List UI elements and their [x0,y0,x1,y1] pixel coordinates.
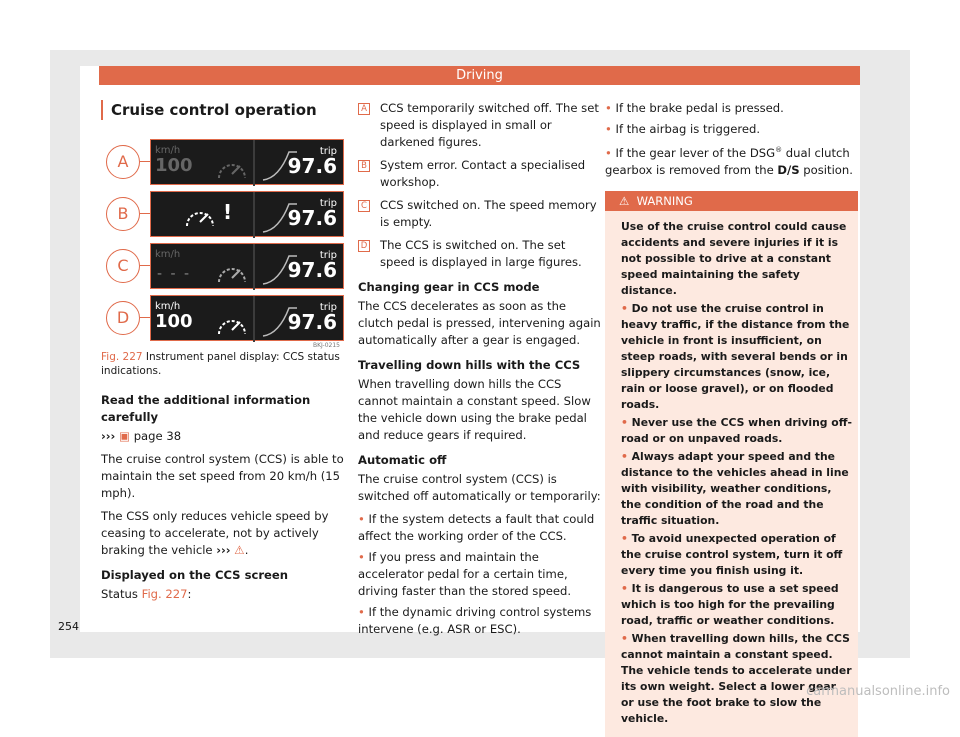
registered-mark: ® [775,146,783,154]
legend-text: The CCS is switched on. The set speed is displayed in large figures. [380,238,582,269]
row-letter-badge: B [106,197,140,231]
read-more-link[interactable] [101,428,344,445]
panel-divider [253,140,255,186]
legend-key: B [358,160,370,172]
kmh-label: km/h [155,145,181,156]
hills-paragraph: When travelling down hills the CCS cannot maintain a constant speed. Slow the vehicle down using the brake pedal and reduce gears if required. [358,377,591,442]
intro-paragraph: The cruise control system (CCS) is able to maintain the set speed from 20 km/h (15 mph). [101,452,344,500]
gear-heading: Changing gear in CCS mode [358,280,540,294]
warning-item-text: It is dangerous to use a set speed which is too high for the prevailing road, traffic or weather conditions. [621,581,839,627]
set-speed: 100 [155,311,193,332]
trip-value: 97.6 [287,154,337,178]
braking-paragraph [101,508,344,559]
braking-text: The CSS only reduces vehicle speed by ceasing to accelerate, not by actively braking the vehicle [101,509,329,557]
legend-item-c [358,197,601,231]
warning-item [621,415,852,447]
speedometer-icon [183,204,217,230]
warning-title: WARNING [636,193,693,208]
warning-triangle-icon: ⚠ [619,193,630,208]
trip-label: trip [319,198,337,209]
connector-line [140,161,150,162]
warning-intro: Use of the cruise control could cause accidents and severe injuries if it is not possible to drive at a constant speed maintaining the safety distance. [621,219,847,297]
list-item-text: If the brake pedal is pressed. [615,101,784,115]
trip-label: trip [319,302,337,313]
trip-label: trip [319,250,337,261]
warning-item-text: Always adapt your speed and the distance to the vehicles ahead in line with visibility, weather conditions, the condition of the road and the traffic situation. [621,449,849,527]
list-item [605,100,858,117]
status-line [101,586,344,603]
warning-item [621,631,852,727]
list-item [605,142,858,179]
middle-column [358,100,601,642]
warning-item-text: Do not use the cruise control in heavy traffic, if the distance from the vehicle in front is insufficient, on steep roads, with several bends or in slippery circumstances (snow, ice, rain or loose gravel), or on flooded roads. [621,301,850,411]
legend-text: System error. Contact a specialised workshop. [380,158,586,189]
legend-key: D [358,240,370,252]
figure-caption-text: Instrument panel display: CCS status indications. [101,351,340,377]
connector-line [140,317,150,318]
bullet-icon: • [621,415,628,429]
speedometer-icon [215,312,249,338]
dashboard-panel [150,295,344,341]
list-item-text: position. [799,162,853,177]
right-column [605,100,858,737]
panel-divider [253,296,255,342]
trip-value: 97.6 [287,310,337,334]
legend-item-d [358,237,601,271]
list-item-text: If you press and maintain the accelerator pedal for a certain time, driving faster than the stored speed. [358,550,572,598]
trip-value: 97.6 [287,206,337,230]
panel-divider [253,192,255,238]
list-item [358,511,601,545]
legend-item-a [358,100,601,151]
status-colon: : [187,587,192,601]
warning-body [605,211,858,737]
warning-triangle-icon[interactable]: ⚠ [234,543,245,557]
bullet-icon: • [621,631,628,645]
legend-key: A [358,103,370,115]
figure-227 [101,132,344,349]
legend-item-b [358,157,601,191]
warning-item-text: To avoid unexpected operation of the cruise control system, turn it off every time you finish using it. [621,531,843,577]
read-more-page: page 38 [133,429,182,443]
kmh-label: km/h [155,301,181,312]
period: . [244,543,249,557]
row-letter-badge: C [106,249,140,283]
gear-position: D/S [777,162,800,177]
warning-item [621,449,852,529]
figure-row-d [101,293,344,343]
kmh-label: km/h [155,249,181,260]
list-item-text: If the airbag is triggered. [615,122,761,136]
legend-text: CCS temporarily switched off. The set speed is displayed in small or darkened figures. [380,101,599,149]
list-item-text: If the dynamic driving control systems intervene (e.g. ASR or ESC). [358,605,592,636]
bullet-icon: • [605,101,612,115]
warning-item [621,581,852,629]
left-column [101,100,344,609]
warning-item-text: When travelling down hills, the CCS cannot maintain a constant speed. The vehicle tends to accelerate under its own weight. Select a lower gear or use the foot brake to slow the vehicle. [621,631,852,725]
empty-speed-memory: - - - [157,266,192,282]
speedometer-icon [215,156,249,182]
figure-row-a [101,137,344,187]
warning-box [605,191,858,737]
arrow-icon: ››› [101,429,116,443]
connector-line [140,213,150,214]
bullet-icon: • [605,122,612,136]
auto-off-heading: Automatic off [358,453,447,467]
bullet-icon: • [605,145,612,160]
trip-value: 97.6 [287,258,337,282]
dashboard-panel [150,243,344,289]
gear-paragraph: The CCS decelerates as soon as the clutch pedal is pressed, intervening again automatically after a gear is engaged. [358,299,601,347]
dashboard-panel [150,191,344,237]
section-title: Cruise control operation [101,100,344,120]
book-icon: ▣ [119,429,130,443]
bullet-icon: • [358,605,365,619]
hills-heading: Travelling down hills with the CCS [358,358,581,372]
screen-heading: Displayed on the CCS screen [101,568,289,582]
figure-caption [101,350,344,378]
bullet-icon: • [621,581,628,595]
set-speed: 100 [155,155,193,176]
row-letter-badge: A [106,145,140,179]
list-item-text: If the gear lever of the DSG [615,145,776,160]
list-item [358,604,601,638]
figure-label: Fig. 227 [101,351,143,363]
warning-item [621,301,852,413]
figure-row-c [101,241,344,291]
chapter-header: Driving [99,66,860,85]
bullet-icon: • [621,531,628,545]
legend-key: C [358,200,370,212]
connector-line [140,265,150,266]
row-letter-badge: D [106,301,140,335]
warning-header [605,191,858,211]
bullet-icon: • [358,550,365,564]
page-number: 254 [58,620,79,633]
legend-text: CCS switched on. The speed memory is empty. [380,198,597,229]
status-prefix: Status [101,587,138,601]
list-item [358,549,601,600]
trip-label: trip [319,146,337,157]
warning-item-text: Never use the CCS when driving off-road or on unpaved roads. [621,415,852,445]
dashboard-panel [150,139,344,185]
system-error-icon: ! [223,200,233,224]
speedometer-icon [215,260,249,286]
bullet-icon: • [621,449,628,463]
bullet-icon: • [358,512,365,526]
panel-divider [253,244,255,290]
read-more-heading: Read the additional information carefully [101,393,311,424]
auto-off-paragraph: The cruise control system (CCS) is switched off automatically or temporarily: [358,472,601,503]
list-item [605,121,858,138]
watermark: carmanualsonline.info [806,684,950,699]
list-item-text: If the system detects a fault that could affect the working order of the CCS. [358,512,595,543]
warning-item [621,531,852,579]
arrow-icon: ››› [216,543,231,557]
figure-row-b [101,189,344,239]
list-item-text: dual clutch gearbox is removed from the [605,145,850,177]
figure-code: BKJ-0215 [312,342,340,349]
figure-reference-link[interactable]: Fig. 227 [141,587,188,601]
bullet-icon: • [621,301,628,315]
